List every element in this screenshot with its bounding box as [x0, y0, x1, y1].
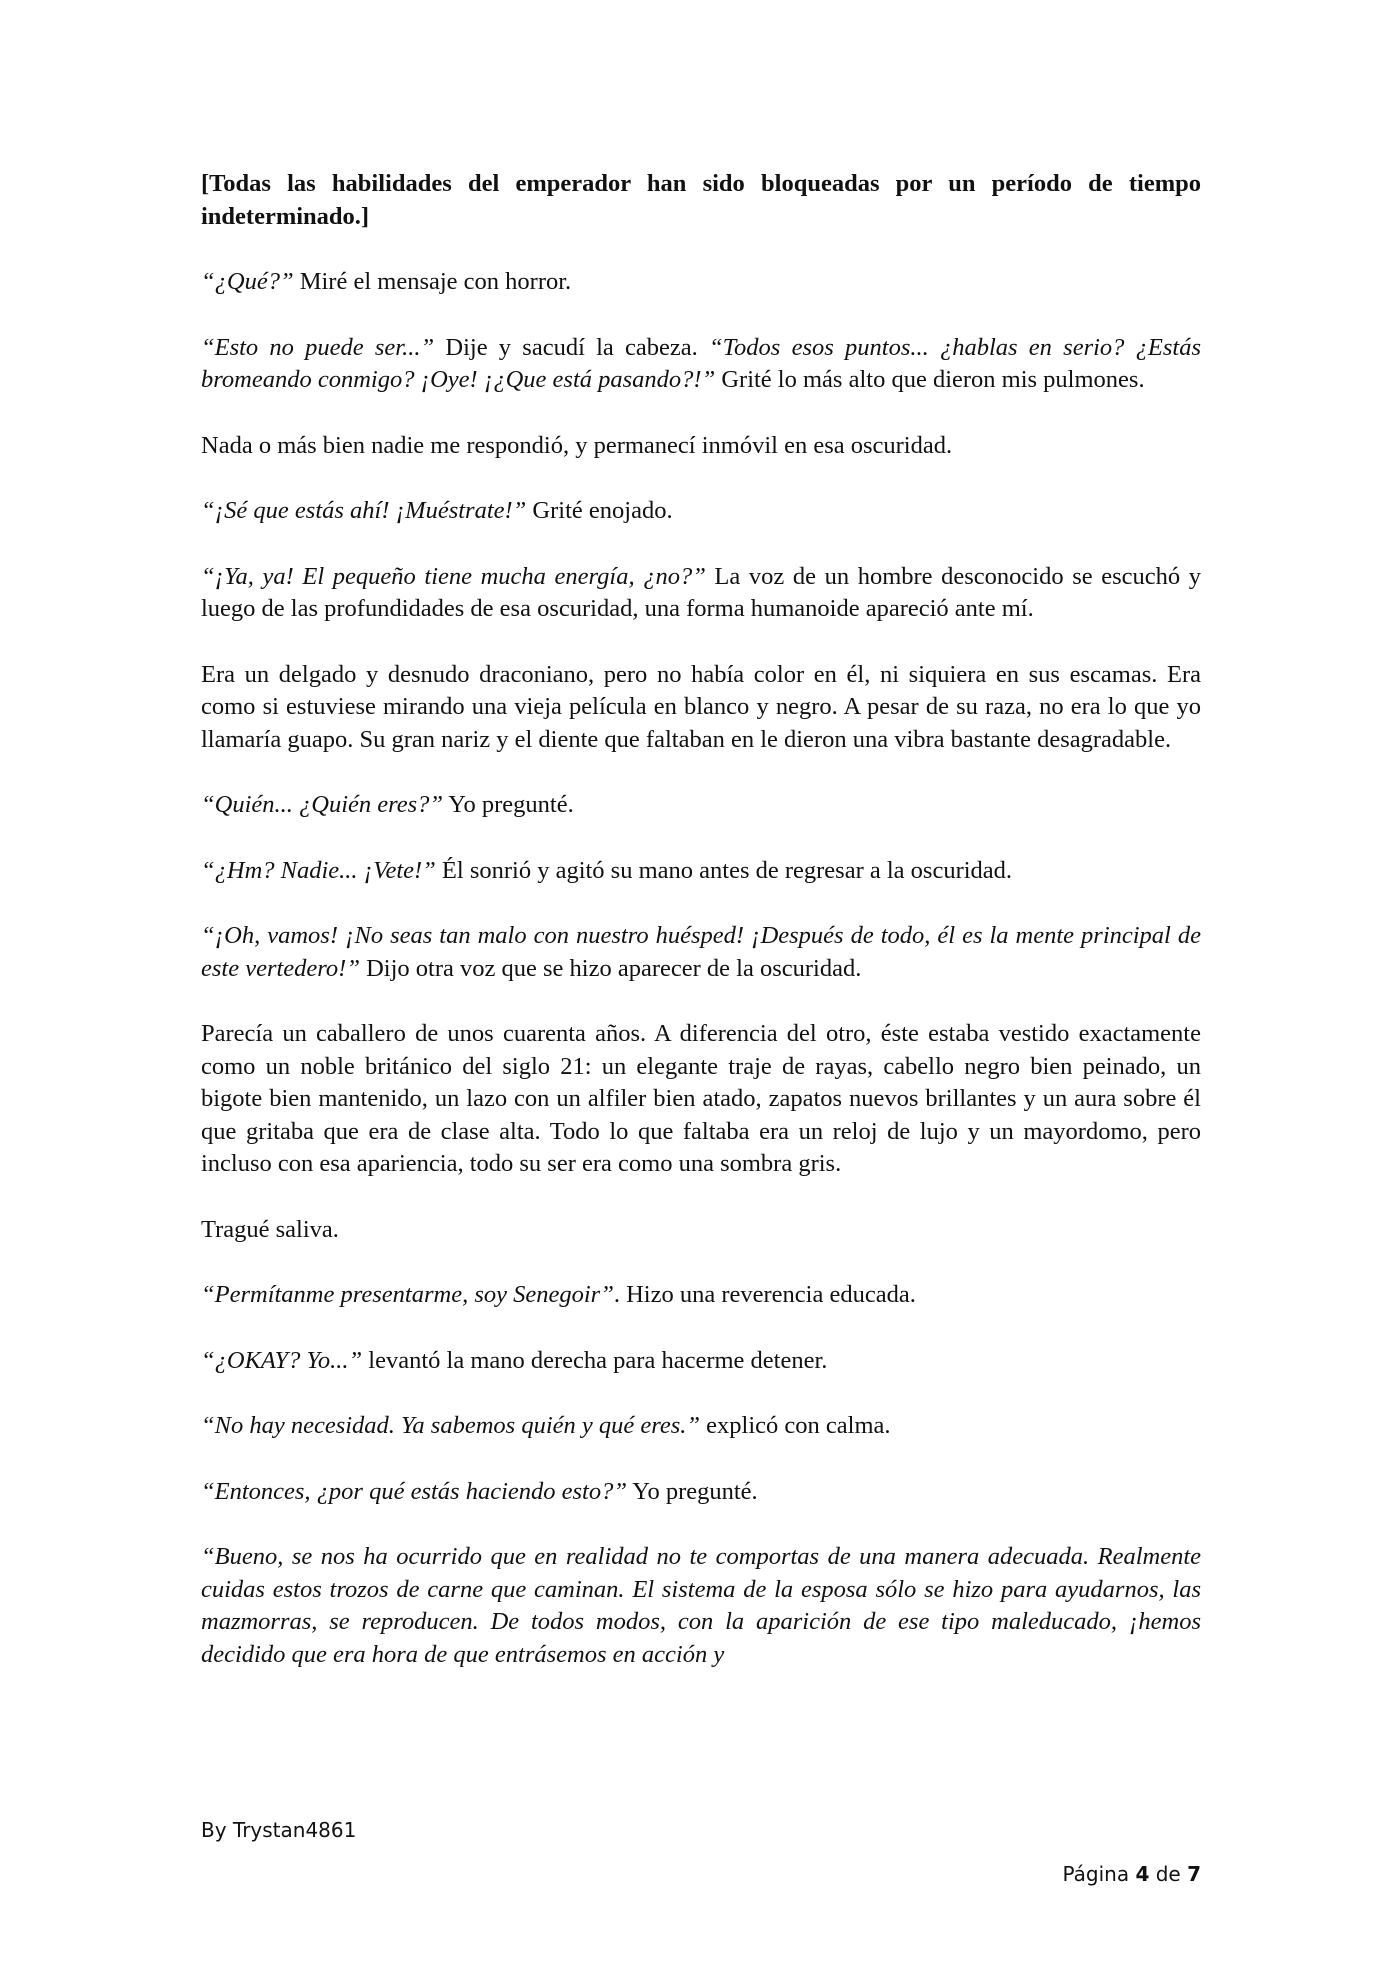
narration-text: Grité lo más alto que dieron mis pulmones. — [715, 366, 1145, 393]
narration-text: Yo pregunté. — [627, 1477, 758, 1505]
narration-text: explicó con calma. — [700, 1412, 891, 1439]
paragraph — [201, 561, 1201, 626]
narration-text: Dije y sacudí la cabeza. — [434, 333, 710, 361]
page-label: Página — [1062, 1862, 1136, 1886]
dialogue-text: “Bueno, se nos ha ocurrido que en realidad no te comportas de una manera adecuada. Realmente cuidas estos trozos de carne que caminan. El sistema de la esposa sólo se hizo para ayudarnos, las mazmorras, se reproducen. De todos modos, con la aparición de ese tipo maleducado, ¡hemos decidido que era hora de que entrásemos en acción y — [201, 1543, 1201, 1668]
footer-author: By Trystan4861 — [201, 1818, 357, 1842]
page-number — [1062, 1862, 1201, 1886]
narration-text: [Todas las habilidades del emperador han sido bloqueadas por un período de tiempo indeterminado.] — [201, 170, 1201, 230]
dialogue-text: “Permítanme presentarme, soy Senegoir” — [201, 1281, 614, 1308]
paragraph — [201, 920, 1201, 985]
section-heading — [201, 168, 1201, 233]
dialogue-text: “Quién... ¿Quién eres?” — [201, 791, 444, 818]
document-body — [201, 168, 1201, 1704]
dialogue-text: “Todos esos puntos... ¿hablas en serio? ¿Estás bromeando conmigo? ¡Oye! ¡¿Que está pasando?!” — [201, 333, 1201, 393]
narration-text: . Hizo una reverencia educada. — [613, 1281, 916, 1308]
narration-text: La voz de un hombre desconocido se escuchó y luego de las profundidades de esa oscuridad, una forma humanoide apareció ante mí. — [201, 562, 1201, 622]
dialogue-text: “¡Sé que estás ahí! ¡Muéstrate!” — [201, 497, 527, 524]
paragraph — [201, 1476, 1201, 1509]
dialogue-text: “Entonces, ¿por qué estás haciendo esto?” — [201, 1477, 627, 1505]
narration-text: levantó la mano derecha para hacerme detener. — [362, 1346, 828, 1374]
page-of-label: de — [1149, 1862, 1188, 1886]
dialogue-text: “No hay necesidad. Ya sabemos quién y qué eres.” — [201, 1412, 701, 1439]
paragraph — [201, 332, 1201, 397]
dialogue-text: “Esto no puede ser...” — [201, 333, 435, 361]
narration-text: Dijo otra voz que se hizo aparecer de la oscuridad. — [359, 954, 862, 982]
dialogue-text: “¿OKAY? Yo...” — [201, 1346, 363, 1374]
paragraph — [201, 266, 1201, 299]
page-total: 7 — [1187, 1862, 1201, 1886]
paragraph — [201, 789, 1201, 822]
paragraph — [201, 1345, 1201, 1378]
paragraph — [201, 659, 1201, 757]
narration-text: Grité enojado. — [526, 497, 673, 524]
narration-text: Miré el mensaje con horror. — [293, 268, 572, 295]
narration-text: Nada o más bien nadie me respondió, y permanecí inmóvil en esa oscuridad. — [201, 431, 953, 459]
narration-text: Era un delgado y desnudo draconiano, pero no había color en él, ni siquiera en sus escamas. Era como si estuviese mirando una vieja película en blanco y negro. A pesar de su raza, no era lo que yo llamaría guapo. Su gran nariz y el diente que faltaban en le dieron una vibra bastante desagradable. — [201, 660, 1201, 753]
narration-text: Parecía un caballero de unos cuarenta años. A diferencia del otro, éste estaba vestido exactamente como un noble británico del siglo 21: un elegante traje de rayas, cabello negro bien peinado, un bigote bien mantenido, un lazo con un alfiler bien atado, zapatos nuevos brillantes y un aura sobre él que gritaba que era de clase alta. Todo lo que faltaba era un reloj de lujo y un mayordomo, pero incluso con esa apariencia, todo su ser era como una sombra gris. — [201, 1020, 1201, 1177]
paragraph — [201, 430, 1201, 463]
page-current: 4 — [1135, 1862, 1150, 1886]
paragraph — [201, 1018, 1201, 1181]
paragraph — [201, 1214, 1201, 1247]
paragraph — [201, 1541, 1201, 1671]
dialogue-text: “¡Oh, vamos! ¡No seas tan malo con nuestro huésped! ¡Después de todo, él es la mente principal de este vertedero!” — [201, 922, 1201, 982]
dialogue-text: “¿Qué?” — [201, 268, 294, 295]
dialogue-text: “¿Hm? Nadie... ¡Vete!” — [201, 856, 436, 884]
paragraph — [201, 495, 1201, 528]
narration-text: Tragué saliva. — [201, 1215, 339, 1243]
narration-text: Yo pregunté. — [443, 791, 574, 818]
narration-text: Él sonrió y agitó su mano antes de regresar a la oscuridad. — [435, 856, 1013, 884]
paragraph — [201, 855, 1201, 888]
paragraph — [201, 1410, 1201, 1443]
dialogue-text: “¡Ya, ya! El pequeño tiene mucha energía, ¿no?” — [201, 562, 706, 590]
paragraph — [201, 1279, 1201, 1312]
